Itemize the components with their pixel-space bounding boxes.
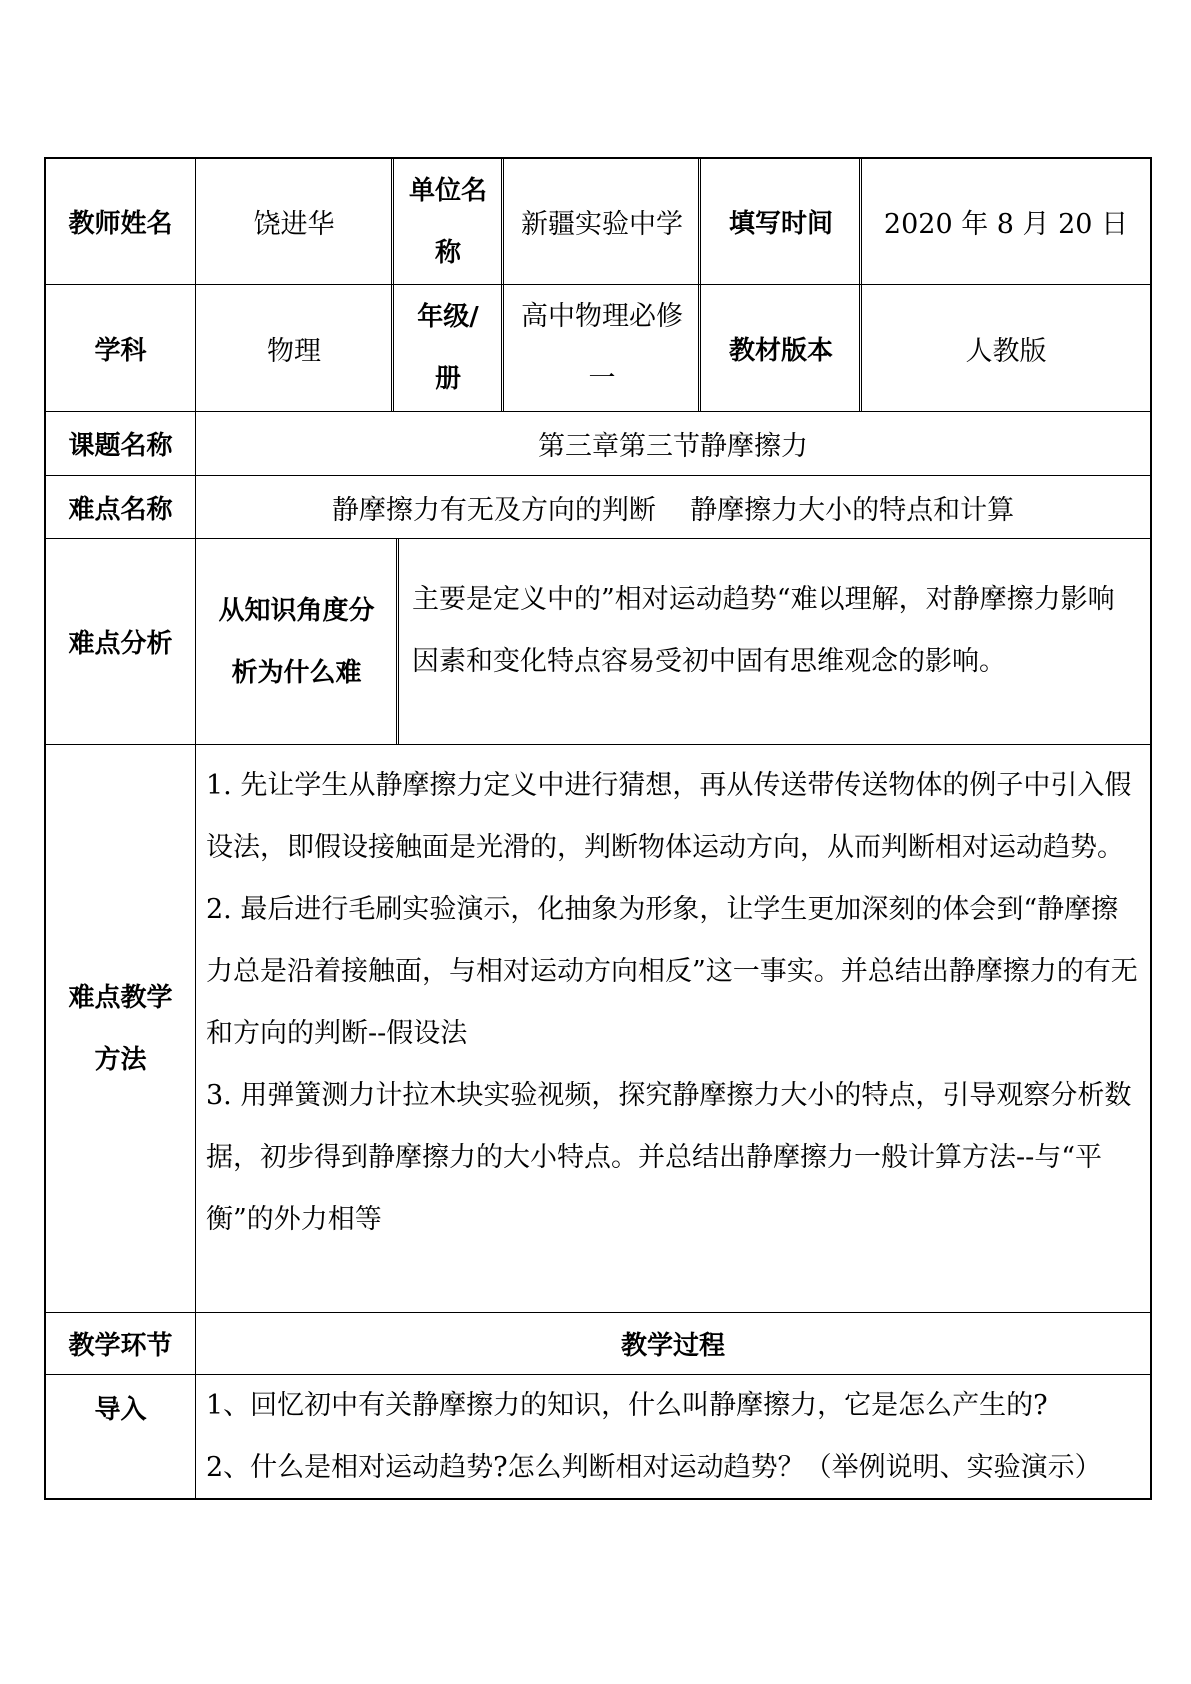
analysis-text-cell <box>400 539 1150 744</box>
method-paragraph-1: 1. 先让学生从静摩擦力定义中进行猜想，再从传送带传送物体的例子中引入假设法，即假设接触面是光滑的，判断物体运动方向，从而判断相对运动趋势。 <box>206 770 1132 863</box>
topic-label: 课题名称 <box>68 431 173 461</box>
grade-label-line1: 年级/ <box>417 302 479 332</box>
edition-label: 教材版本 <box>728 335 833 366</box>
grade-value <box>504 285 700 411</box>
intro-text-cell <box>196 1375 1150 1498</box>
edition-value: 人教版 <box>965 335 1047 367</box>
row-subject <box>44 285 1152 412</box>
analysis-text: 主要是定义中的”相对运动趋势“难以理解，对静摩擦力影响因素和变化特点容易受初中固有思维观念的影响。 <box>412 584 1115 677</box>
analysis-sub-label-line1: 从知识角度分 <box>218 595 375 626</box>
row-process-header <box>44 1313 1152 1375</box>
teacher-label: 教师姓名 <box>68 209 173 239</box>
subject-value: 物理 <box>267 335 321 367</box>
row-topic <box>44 412 1152 476</box>
method-label-line1: 难点教学 <box>68 982 173 1013</box>
unit-label <box>394 159 502 284</box>
method-text-cell <box>196 745 1150 1312</box>
teacher-value: 饶进华 <box>253 209 335 240</box>
topic-value: 第三章第三节静摩擦力 <box>538 431 808 462</box>
process-label: 教学过程 <box>620 1331 725 1361</box>
difficulty-label: 难点名称 <box>68 494 173 525</box>
method-label <box>46 745 195 1312</box>
date-value: 2020 年 8 月 20 日 <box>883 209 1129 240</box>
row-method <box>44 745 1152 1313</box>
intro-line-2: 2、什么是相对运动趋势?怎么判断相对运动趋势？（举例说明、实验演示） <box>206 1452 1102 1483</box>
intro-line-1: 1、回忆初中有关静摩擦力的知识，什么叫静摩擦力，它是怎么产生的? <box>206 1390 1048 1421</box>
unit-label-line2: 称 <box>434 237 461 268</box>
intro-label: 导入 <box>94 1395 147 1425</box>
row-difficulty <box>44 476 1152 539</box>
date-label: 填写时间 <box>728 209 833 239</box>
lesson-plan-table <box>44 157 1152 1500</box>
row-teacher <box>44 157 1152 285</box>
subject-label: 学科 <box>94 335 147 366</box>
grade-label-line2: 册 <box>434 364 461 394</box>
grade-value-line1: 高中物理必修 <box>521 301 683 332</box>
grade-value-line2: 一 <box>588 363 616 394</box>
row-analysis <box>44 539 1152 745</box>
analysis-label: 难点分析 <box>68 629 173 659</box>
row-intro <box>44 1375 1152 1500</box>
method-label-line2: 方法 <box>94 1044 147 1075</box>
grade-label <box>394 285 502 411</box>
unit-label-line1: 单位名 <box>408 175 487 206</box>
method-paragraph-3: 3. 用弹簧测力计拉木块实验视频，探究静摩擦力大小的特点，引导观察分析数据，初步得到静摩擦力的大小特点。并总结出静摩擦力一般计算方法--与“平衡”的外力相等 <box>206 1080 1132 1235</box>
difficulty-value: 静摩擦力有无及方向的判断 静摩擦力大小的特点和计算 <box>331 494 1015 526</box>
stage-label: 教学环节 <box>68 1331 173 1361</box>
method-paragraph-2: 2. 最后进行毛刷实验演示，化抽象为形象，让学生更加深刻的体会到“静摩擦力总是沿着接触面，与相对运动方向相反”这一事实。并总结出静摩擦力的有无和方向的判断--假设法 <box>206 894 1138 1049</box>
analysis-sub-label-line2: 析为什么难 <box>231 657 362 688</box>
analysis-sub-label <box>196 539 397 744</box>
unit-value: 新疆实验中学 <box>521 209 683 240</box>
